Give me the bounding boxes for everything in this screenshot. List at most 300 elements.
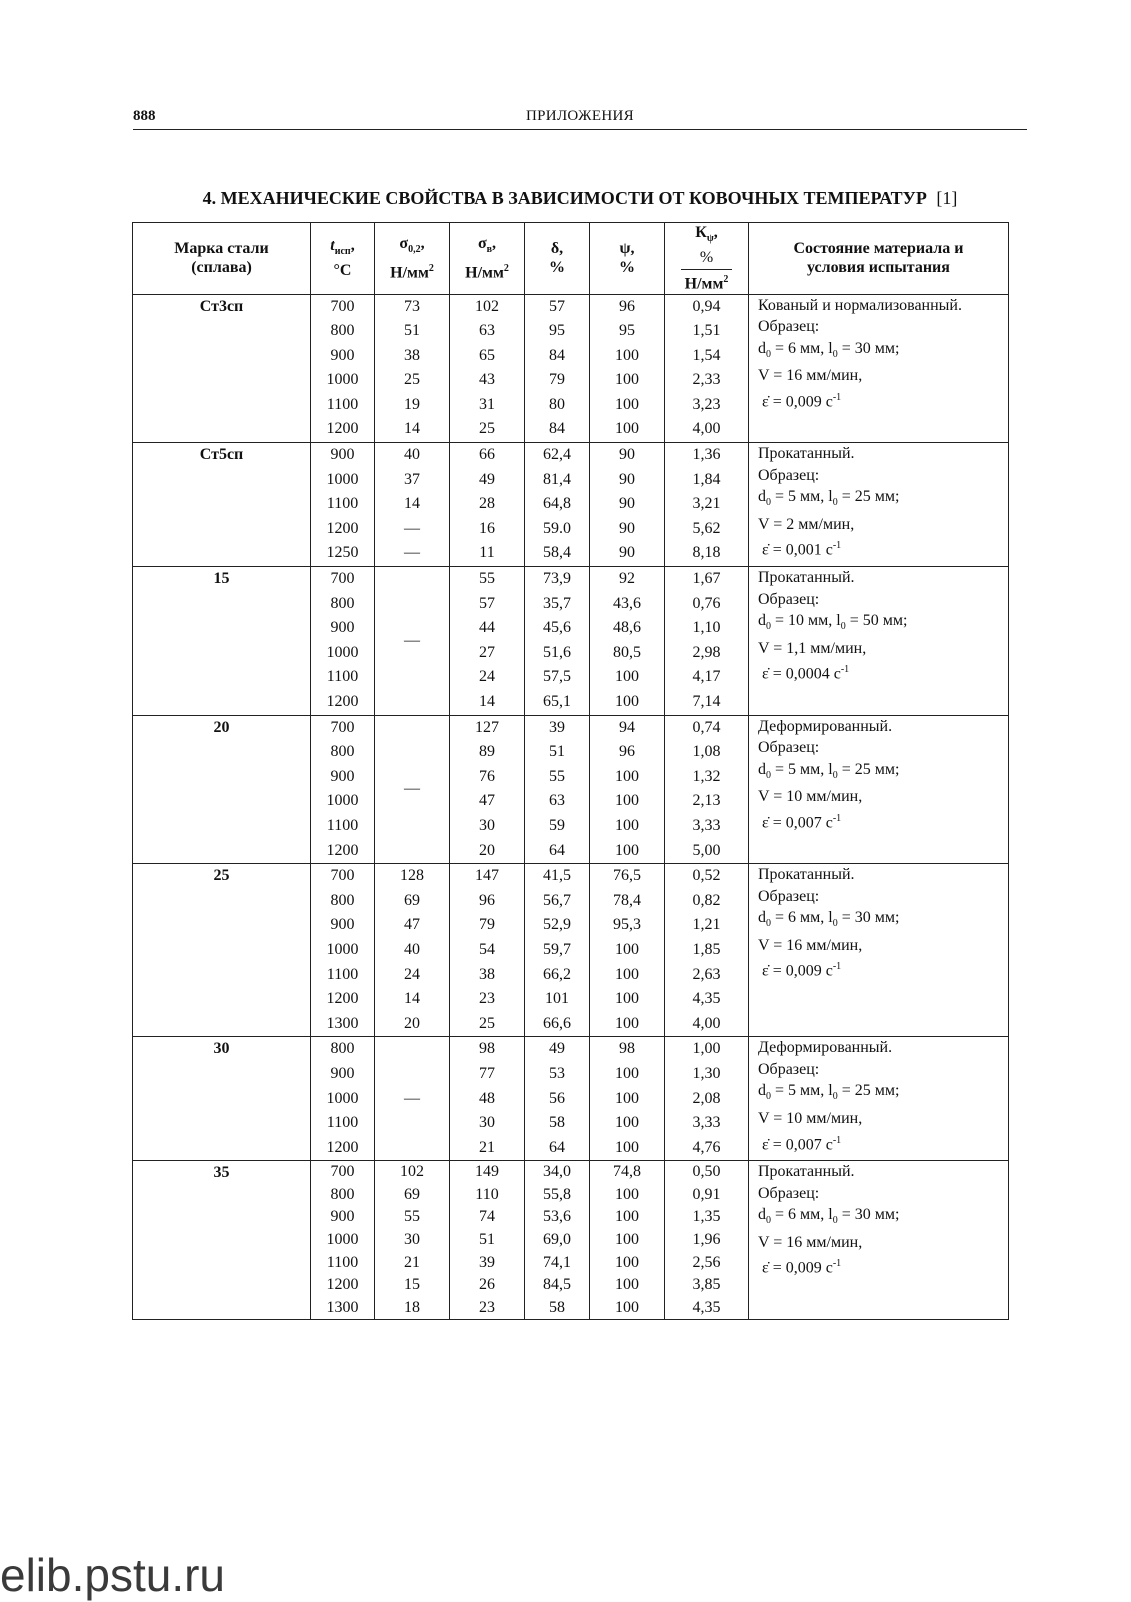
k-psi-value: 3,21	[692, 495, 721, 513]
steel-grade-cell	[133, 1161, 311, 1320]
running-title: ПРИЛОЖЕНИЯ	[526, 108, 634, 124]
temperature-value: 1250	[326, 544, 359, 562]
temperature-value: 1100	[326, 816, 359, 834]
steel-grade: Ст5сп	[199, 446, 244, 464]
reduction-value: 90	[619, 470, 635, 488]
reduction-value: 100	[615, 1231, 639, 1249]
elongation-value: 84	[549, 420, 565, 438]
temperature-value: 1000	[326, 792, 359, 810]
tensile-strength-cell	[450, 294, 525, 443]
reduction-value: 95	[619, 322, 635, 340]
yield-strength-value: 69	[404, 1185, 420, 1203]
elongation-value: 84	[549, 346, 565, 364]
tensile-strength-cell	[450, 1037, 525, 1161]
d0-sub: 0	[766, 348, 771, 360]
header-k-sub: ψ	[706, 233, 714, 245]
k-psi-value: 1,32	[692, 767, 721, 785]
temperature-value: 800	[330, 322, 355, 340]
header-grade-line-2: (сплава)	[191, 259, 252, 277]
reduction-value: 90	[619, 544, 635, 562]
header-elongation-symbol: δ,	[550, 240, 564, 258]
yield-strength-cell	[375, 864, 450, 1037]
header-temperature-unit: °C	[333, 262, 352, 280]
l0-sub: 0	[832, 1215, 838, 1227]
elongation-value: 64	[549, 841, 565, 859]
header-k-numerator: %	[699, 249, 714, 267]
reduction-value: 100	[615, 1185, 639, 1203]
k-psi-value: 4,35	[692, 1298, 721, 1316]
condition-strain-rate	[758, 1130, 1008, 1156]
temperature-value: 1000	[326, 1089, 359, 1107]
temperature-cell	[311, 567, 375, 716]
yield-strength-value: 14	[404, 495, 420, 513]
tensile-strength-cell	[450, 715, 525, 864]
k-psi-value: 5,62	[692, 519, 721, 537]
condition-state: Прокатанный.	[758, 445, 855, 463]
properties-table	[132, 222, 1009, 1320]
k-psi-value: 3,33	[692, 816, 721, 834]
l0-symbol: l	[828, 1206, 833, 1224]
header-temperature-sub: исп	[334, 246, 351, 258]
tensile-strength-value: 11	[479, 544, 495, 562]
k-psi-value: 3,33	[692, 1114, 721, 1132]
header-condition-line-2: условия испытания	[807, 259, 950, 277]
d0-symbol: d	[758, 760, 766, 778]
temperature-value: 900	[330, 767, 355, 785]
reduction-cell	[590, 715, 665, 864]
l0-symbol: l	[828, 760, 833, 778]
elongation-value: 59	[549, 816, 565, 834]
reduction-value: 90	[619, 495, 635, 513]
elongation-cell	[525, 1161, 590, 1320]
header-grade	[133, 223, 311, 295]
condition-cell	[749, 294, 1009, 443]
material-group	[133, 1161, 1009, 1320]
table-title	[130, 188, 1030, 209]
condition-sample: Образец:	[758, 887, 820, 905]
tensile-strength-value: 23	[479, 1298, 495, 1316]
reduction-value: 100	[615, 693, 639, 711]
temperature-cell	[311, 443, 375, 567]
temperature-value: 800	[330, 891, 355, 909]
header-condition	[749, 223, 1009, 295]
reduction-value: 100	[615, 965, 639, 983]
material-group	[133, 715, 1009, 864]
elongation-value: 49	[549, 1040, 565, 1058]
yield-strength-cell	[375, 443, 450, 567]
yield-strength-dash: —	[404, 631, 420, 649]
reduction-value: 80,5	[613, 643, 641, 661]
condition-velocity: V = 16 мм/мин,	[758, 1233, 863, 1251]
temperature-value: 700	[330, 570, 355, 588]
material-group	[133, 567, 1009, 716]
elongation-cell	[525, 864, 590, 1037]
d0-symbol: d	[758, 1206, 766, 1224]
temperature-value: 1300	[326, 1014, 359, 1032]
yield-strength-dash: —	[404, 780, 420, 798]
condition-dimensions	[758, 1204, 1008, 1232]
k-psi-value: 1,54	[692, 346, 721, 364]
condition-strain-rate	[758, 808, 1008, 834]
temperature-value: 1000	[326, 940, 359, 958]
l0-value: = 50 мм;	[845, 612, 908, 630]
reduction-value: 100	[615, 1014, 639, 1032]
elongation-value: 56,7	[543, 891, 571, 909]
tensile-strength-cell	[450, 443, 525, 567]
temperature-value: 1200	[326, 841, 359, 859]
tensile-strength-value: 39	[479, 1253, 495, 1271]
reduction-value: 100	[615, 1276, 639, 1294]
steel-grade: 20	[213, 718, 230, 736]
l0-sub: 0	[832, 1091, 838, 1103]
elongation-value: 58	[549, 1114, 565, 1132]
reduction-cell	[590, 567, 665, 716]
material-group	[133, 864, 1009, 1037]
yield-strength-value: 21	[404, 1253, 420, 1271]
l0-sub: 0	[840, 621, 846, 633]
strain-rate-sup: -1	[832, 391, 842, 403]
k-psi-cell	[665, 1037, 749, 1161]
yield-strength-value: —	[404, 519, 420, 537]
reduction-value: 96	[619, 297, 635, 315]
condition-dimensions	[758, 1080, 1008, 1108]
steel-grade: 25	[213, 867, 230, 885]
header-reduction	[590, 223, 665, 295]
condition-dimensions	[758, 486, 1008, 514]
d0-value: = 6 мм,	[771, 1206, 829, 1224]
d0-sub: 0	[766, 769, 771, 781]
reduction-value: 76,5	[613, 867, 641, 885]
header-k-psi	[665, 223, 749, 295]
condition-cell	[749, 1161, 1009, 1320]
temperature-value: 900	[330, 446, 355, 464]
k-psi-value: 2,98	[692, 643, 721, 661]
condition-sample: Образец:	[758, 739, 820, 757]
condition-velocity: V = 1,1 мм/мин,	[758, 639, 867, 657]
reduction-value: 100	[615, 767, 639, 785]
k-psi-value: 1,08	[692, 743, 721, 761]
condition-state: Деформированный.	[758, 717, 893, 735]
tensile-strength-value: 16	[479, 519, 495, 537]
condition-dimensions	[758, 907, 1008, 935]
strain-rate-sup: -1	[832, 1258, 842, 1270]
temperature-value: 1100	[326, 965, 359, 983]
elongation-value: 35,7	[543, 594, 571, 612]
strain-rate-value: ε̇ = 0,0004 с	[762, 665, 841, 683]
d0-sub: 0	[766, 497, 771, 509]
table-row	[133, 443, 1009, 567]
tensile-strength-value: 110	[475, 1185, 499, 1203]
tensile-strength-value: 43	[479, 371, 495, 389]
tensile-strength-value: 76	[479, 767, 495, 785]
elongation-value: 62,4	[543, 446, 571, 464]
elongation-value: 84,5	[543, 1276, 571, 1294]
header-tensile-suffix: ,	[492, 235, 497, 252]
d0-symbol: d	[758, 488, 766, 506]
yield-strength-value: 55	[404, 1208, 420, 1226]
elongation-value: 52,9	[543, 916, 571, 934]
temperature-value: 1200	[326, 693, 359, 711]
elongation-value: 79	[549, 371, 565, 389]
tensile-strength-value: 79	[479, 916, 495, 934]
yield-strength-value: 51	[404, 322, 420, 340]
strain-rate-value: ε̇ = 0,009 с	[762, 962, 833, 980]
material-group	[133, 443, 1009, 567]
elongation-value: 59.0	[543, 519, 571, 537]
temperature-value: 900	[330, 346, 355, 364]
temperature-value: 1200	[326, 519, 359, 537]
tensile-strength-value: 63	[479, 322, 495, 340]
steel-grade: 35	[213, 1164, 230, 1182]
k-psi-cell	[665, 294, 749, 443]
reduction-value: 90	[619, 519, 635, 537]
condition-velocity: V = 2 мм/мин,	[758, 515, 855, 533]
yield-strength-value: 37	[404, 470, 420, 488]
d0-sub: 0	[766, 1215, 771, 1227]
steel-grade-cell	[133, 567, 311, 716]
steel-grade-cell	[133, 1037, 311, 1161]
temperature-value: 1100	[326, 1114, 359, 1132]
steel-grade: Ст3сп	[199, 297, 244, 315]
yield-strength-cell	[375, 567, 450, 716]
elongation-value: 74,1	[543, 1253, 571, 1271]
reduction-value: 100	[615, 1064, 639, 1082]
tensile-strength-value: 27	[479, 643, 495, 661]
tensile-strength-value: 127	[475, 718, 499, 736]
reduction-value: 95,3	[613, 916, 641, 934]
tensile-strength-cell	[450, 567, 525, 716]
tensile-strength-value: 98	[479, 1040, 495, 1058]
tensile-strength-value: 57	[479, 594, 495, 612]
temperature-value: 1000	[326, 1231, 359, 1249]
yield-strength-dash: —	[404, 1089, 420, 1107]
reduction-value: 100	[615, 420, 639, 438]
header-yield-strength	[375, 223, 450, 295]
condition-sample: Образец:	[758, 1184, 820, 1202]
condition-cell	[749, 715, 1009, 864]
l0-value: = 30 мм;	[837, 909, 900, 927]
tensile-strength-value: 51	[479, 1231, 495, 1249]
temperature-value: 900	[330, 1208, 355, 1226]
elongation-cell	[525, 715, 590, 864]
table-row	[133, 294, 1009, 443]
temperature-value: 1100	[326, 1253, 359, 1271]
reduction-value: 100	[615, 1298, 639, 1316]
strain-rate-value: ε̇ = 0,007 с	[762, 814, 833, 832]
condition-state: Прокатанный.	[758, 1163, 855, 1181]
k-psi-value: 1,21	[692, 916, 721, 934]
condition-strain-rate	[758, 387, 1008, 413]
condition-dimensions	[758, 338, 1008, 366]
reduction-cell	[590, 443, 665, 567]
k-psi-value: 0,91	[692, 1185, 721, 1203]
tensile-strength-value: 55	[479, 570, 495, 588]
elongation-value: 101	[545, 990, 569, 1008]
elongation-cell	[525, 567, 590, 716]
header-yield-symbol: σ	[399, 235, 409, 252]
temperature-value: 1100	[326, 668, 359, 686]
d0-symbol: d	[758, 909, 766, 927]
reduction-value: 100	[615, 816, 639, 834]
tensile-strength-value: 21	[479, 1138, 495, 1156]
k-psi-cell	[665, 715, 749, 864]
tensile-strength-value: 149	[475, 1163, 499, 1181]
l0-symbol: l	[828, 339, 833, 357]
tensile-strength-value: 49	[479, 470, 495, 488]
tensile-strength-value: 44	[479, 619, 495, 637]
yield-strength-value: 18	[404, 1298, 420, 1316]
reduction-value: 100	[615, 1208, 639, 1226]
tensile-strength-value: 89	[479, 743, 495, 761]
d0-symbol: d	[758, 1082, 766, 1100]
temperature-value: 800	[330, 1040, 355, 1058]
elongation-cell	[525, 294, 590, 443]
elongation-value: 69,0	[543, 1231, 571, 1249]
k-psi-value: 3,23	[692, 395, 721, 413]
table-row	[133, 715, 1009, 864]
k-psi-value: 1,84	[692, 470, 721, 488]
header-k-denominator	[681, 269, 733, 293]
temperature-value: 800	[330, 743, 355, 761]
strain-rate-sup: -1	[840, 664, 850, 676]
condition-strain-rate	[758, 1253, 1008, 1279]
tensile-strength-value: 54	[479, 940, 495, 958]
k-psi-value: 0,52	[692, 867, 721, 885]
reduction-cell	[590, 294, 665, 443]
header-row	[133, 223, 1009, 295]
reduction-value: 96	[619, 743, 635, 761]
l0-value: = 30 мм;	[837, 1206, 900, 1224]
header-elongation	[525, 223, 590, 295]
k-psi-value: 5,00	[692, 841, 721, 859]
tensile-strength-value: 65	[479, 346, 495, 364]
k-psi-value: 2,63	[692, 965, 721, 983]
material-group	[133, 1037, 1009, 1161]
elongation-value: 53	[549, 1064, 565, 1082]
elongation-value: 51,6	[543, 643, 571, 661]
d0-sub: 0	[766, 621, 771, 633]
l0-symbol: l	[828, 909, 833, 927]
elongation-cell	[525, 1037, 590, 1161]
condition-dimensions	[758, 759, 1008, 787]
table-title-text: 4. МЕХАНИЧЕСКИЕ СВОЙСТВА В ЗАВИСИМОСТИ ОТ КОВОЧНЫХ ТЕМПЕРАТУР	[202, 188, 927, 208]
k-psi-value: 8,18	[692, 544, 721, 562]
l0-symbol: l	[828, 1082, 833, 1100]
yield-strength-cell	[375, 294, 450, 443]
condition-sample: Образец:	[758, 466, 820, 484]
condition-velocity: V = 16 мм/мин,	[758, 936, 863, 954]
temperature-cell	[311, 864, 375, 1037]
l0-sub: 0	[832, 348, 838, 360]
k-psi-value: 2,33	[692, 371, 721, 389]
yield-strength-value: 25	[404, 371, 420, 389]
temperature-cell	[311, 1037, 375, 1161]
tensile-strength-value: 74	[479, 1208, 495, 1226]
k-psi-value: 1,51	[692, 322, 721, 340]
elongation-value: 34,0	[543, 1163, 571, 1181]
temperature-value: 1200	[326, 1276, 359, 1294]
l0-sub: 0	[832, 769, 838, 781]
k-psi-cell	[665, 1161, 749, 1320]
d0-value: = 6 мм,	[771, 339, 829, 357]
condition-state: Прокатанный.	[758, 569, 855, 587]
yield-strength-value: 19	[404, 395, 420, 413]
reduction-value: 98	[619, 1040, 635, 1058]
temperature-value: 1200	[326, 1138, 359, 1156]
steel-grade-cell	[133, 443, 311, 567]
reduction-value: 100	[615, 395, 639, 413]
tensile-strength-value: 66	[479, 446, 495, 464]
condition-sample: Образец:	[758, 1060, 820, 1078]
condition-cell	[749, 1037, 1009, 1161]
k-psi-value: 4,00	[692, 420, 721, 438]
k-psi-value: 0,50	[692, 1163, 721, 1181]
reduction-value: 48,6	[613, 619, 641, 637]
temperature-value: 700	[330, 1163, 355, 1181]
elongation-value: 66,2	[543, 965, 571, 983]
yield-strength-value: 47	[404, 916, 420, 934]
yield-strength-value: 20	[404, 1014, 420, 1032]
k-psi-value: 4,76	[692, 1138, 721, 1156]
temperature-value: 700	[330, 718, 355, 736]
header-yield-suffix: ,	[420, 235, 425, 252]
k-psi-value: 0,94	[692, 297, 721, 315]
k-psi-value: 0,82	[692, 891, 721, 909]
elongation-value: 81,4	[543, 470, 571, 488]
condition-cell	[749, 567, 1009, 716]
elongation-value: 41,5	[543, 867, 571, 885]
elongation-value: 59,7	[543, 940, 571, 958]
d0-value: = 5 мм,	[771, 760, 829, 778]
temperature-cell	[311, 1161, 375, 1320]
condition-strain-rate	[758, 659, 1008, 685]
tensile-strength-value: 96	[479, 891, 495, 909]
steel-grade: 15	[213, 570, 230, 588]
elongation-value: 55,8	[543, 1185, 571, 1203]
header-tensile-symbol: σ	[477, 235, 487, 252]
temperature-value: 1300	[326, 1298, 359, 1316]
condition-velocity: V = 10 мм/мин,	[758, 788, 863, 806]
temperature-value: 1200	[326, 420, 359, 438]
reduction-value: 100	[615, 1138, 639, 1156]
elongation-value: 95	[549, 322, 565, 340]
header-reduction-unit: %	[619, 259, 635, 277]
tensile-strength-value: 20	[479, 841, 495, 859]
material-group	[133, 294, 1009, 443]
strain-rate-value: ε̇ = 0,009 с	[762, 393, 833, 411]
d0-sub: 0	[766, 918, 771, 930]
temperature-value: 1200	[326, 990, 359, 1008]
elongation-value: 57,5	[543, 668, 571, 686]
condition-dimensions	[758, 610, 1008, 638]
yield-strength-cell	[375, 715, 450, 864]
k-psi-value: 1,35	[692, 1208, 721, 1226]
header-tensile-unit: Н/мм	[465, 264, 504, 282]
temperature-value: 800	[330, 594, 355, 612]
reduction-value: 78,4	[613, 891, 641, 909]
temperature-value: 700	[330, 867, 355, 885]
d0-value: = 10 мм,	[771, 612, 837, 630]
yield-strength-value: 14	[404, 990, 420, 1008]
reduction-cell	[590, 1161, 665, 1320]
temperature-value: 1100	[326, 395, 359, 413]
strain-rate-value: ε̇ = 0,001 с	[762, 541, 833, 559]
temperature-value: 1000	[326, 371, 359, 389]
elongation-value: 51	[549, 743, 565, 761]
l0-value: = 25 мм;	[837, 1082, 900, 1100]
tensile-strength-value: 147	[475, 867, 499, 885]
l0-value: = 25 мм;	[837, 760, 900, 778]
